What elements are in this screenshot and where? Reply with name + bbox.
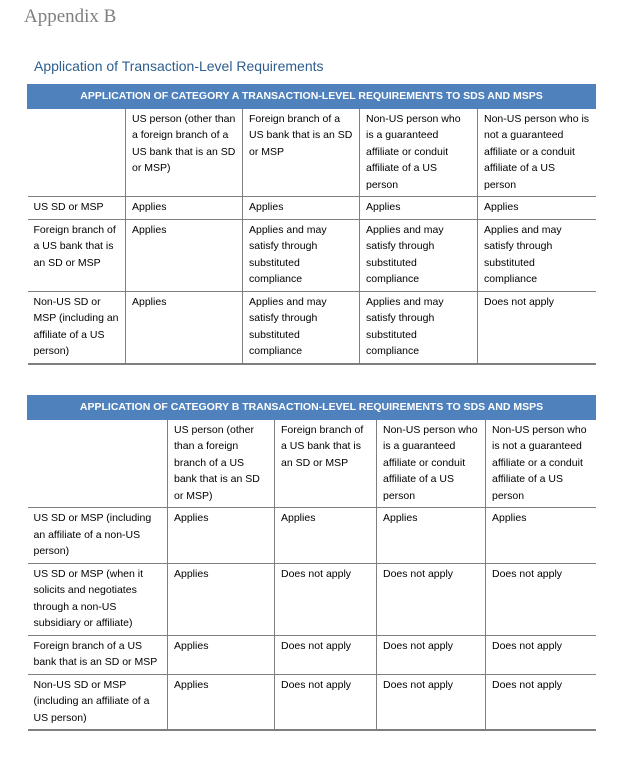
row-label: US SD or MSP [28, 197, 126, 220]
column-header: Non-US person who is not a guaranteed affiliate or a conduit affiliate of a US person [478, 108, 596, 197]
table-cell: Does not apply [486, 635, 596, 674]
table-cell: Applies [478, 197, 596, 220]
table-cell: Applies [168, 563, 275, 635]
table-cell: Does not apply [377, 674, 486, 730]
column-header: US person (other than a foreign branch of a US bank that is an SD or MSP) [126, 108, 243, 197]
table-row [28, 635, 596, 674]
table-header: APPLICATION OF CATEGORY A TRANSACTION-LEVEL REQUIREMENTS TO SDS AND MSPS [28, 85, 596, 109]
section-title: Application of Transaction-Level Requirements [34, 58, 324, 74]
table-cell: Applies [360, 197, 478, 220]
table-header: APPLICATION OF CATEGORY B TRANSACTION-LEVEL REQUIREMENTS TO SDS AND MSPS [28, 396, 596, 420]
category-a-table [27, 84, 596, 365]
column-header: Non-US person who is a guaranteed affiliate or conduit affiliate of a US person [360, 108, 478, 197]
table-cell: Does not apply [486, 563, 596, 635]
table-cell: Applies [126, 197, 243, 220]
table-cell: Applies and may satisfy through substituted compliance [360, 219, 478, 291]
column-header: US person (other than a foreign branch of a US bank that is an SD or MSP) [168, 419, 275, 508]
table-cell: Applies [126, 291, 243, 364]
column-header: Foreign branch of a US bank that is an SD or MSP [243, 108, 360, 197]
appendix-title: Appendix B [24, 6, 117, 27]
table-cell: Applies and may satisfy through substituted compliance [243, 291, 360, 364]
table-cell: Does not apply [275, 563, 377, 635]
column-header: Non-US person who is a guaranteed affiliate or conduit affiliate of a US person [377, 419, 486, 508]
table-row [28, 291, 596, 364]
table-cell: Does not apply [478, 291, 596, 364]
table-cell: Does not apply [486, 674, 596, 730]
column-header [28, 108, 126, 197]
category-b-table [27, 395, 596, 731]
table-cell: Applies [126, 219, 243, 291]
table-cell: Does not apply [377, 635, 486, 674]
table-cell: Applies [486, 508, 596, 564]
row-label: US SD or MSP (including an affiliate of a non-US person) [28, 508, 168, 564]
table-row [28, 508, 596, 564]
row-label: US SD or MSP (when it solicits and negotiates through a non-US subsidiary or affiliate) [28, 563, 168, 635]
table-cell: Applies [377, 508, 486, 564]
table-row [28, 674, 596, 730]
row-label: Foreign branch of a US bank that is an SD or MSP [28, 219, 126, 291]
table-cell: Does not apply [275, 674, 377, 730]
column-header-row [28, 108, 596, 197]
table-row [28, 563, 596, 635]
row-label: Foreign branch of a US bank that is an SD or MSP [28, 635, 168, 674]
table-cell: Applies [275, 508, 377, 564]
table-cell: Applies and may satisfy through substituted compliance [243, 219, 360, 291]
column-header [28, 419, 168, 508]
table-cell: Applies [168, 508, 275, 564]
column-header-row [28, 419, 596, 508]
table-cell: Applies [168, 635, 275, 674]
table-cell: Applies [168, 674, 275, 730]
table-cell: Applies and may satisfy through substituted compliance [360, 291, 478, 364]
row-label: Non-US SD or MSP (including an affiliate of a US person) [28, 291, 126, 364]
column-header: Foreign branch of a US bank that is an SD or MSP [275, 419, 377, 508]
table-cell: Applies and may satisfy through substituted compliance [478, 219, 596, 291]
table-cell: Does not apply [275, 635, 377, 674]
table-row [28, 197, 596, 220]
table-cell: Applies [243, 197, 360, 220]
row-label: Non-US SD or MSP (including an affiliate of a US person) [28, 674, 168, 730]
table-cell: Does not apply [377, 563, 486, 635]
table-row [28, 219, 596, 291]
column-header: Non-US person who is not a guaranteed affiliate or a conduit affiliate of a US person [486, 419, 596, 508]
